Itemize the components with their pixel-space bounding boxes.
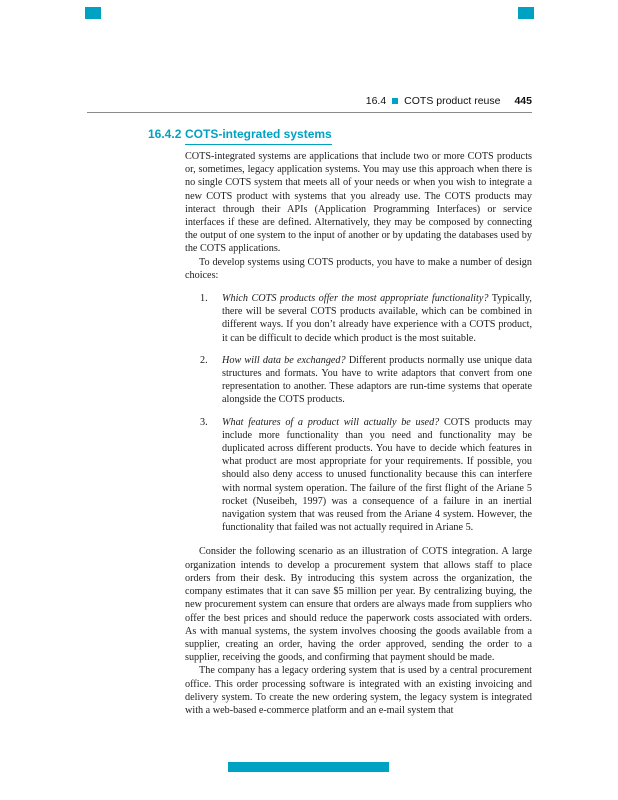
list-item-text bbox=[222, 354, 532, 407]
square-bullet-icon bbox=[392, 98, 398, 104]
section-title: COTS-integrated systems bbox=[185, 127, 332, 145]
list-item-number: 3. bbox=[200, 416, 208, 428]
bottom-bar bbox=[228, 762, 389, 772]
list-item-lead-question: Which COTS products offer the most appropriate functionality? bbox=[222, 293, 489, 305]
list-item-text bbox=[222, 292, 532, 345]
paragraph-design-choices: To develop systems using COTS products, you have to make a number of design choices: bbox=[185, 256, 532, 281]
list-item-text bbox=[222, 416, 532, 535]
header-rule bbox=[87, 112, 532, 113]
list-item-body-text: Typically, there will be several COTS products available, which can be combined in different ways. If you don’t already have experience with a COTS product, it can be difficult to decide which product is the most suitable. bbox=[222, 293, 532, 344]
paragraph-intro: COTS-integrated systems are applications that include two or more COTS products or, sometimes, legacy application systems. You may use this approach when there is no single COTS system that meets all of your needs or when you wish to integrate a new COTS product with systems that you already use. The COTS products may interact through their APIs (Application Programming Interfaces) or service interfaces if these are defined. Alternatively, they may be composed by connecting the output of one system to the input of another or by updating the databases used by the COTS applications. bbox=[185, 151, 532, 255]
list-item-number: 1. bbox=[200, 293, 208, 305]
paragraph-scenario: Consider the following scenario as an illustration of COTS integration. A large organization intends to develop a procurement system that allows staff to place orders from their desk. By introducing this system across the organization, the company estimates that it can save $5 million per year. By centralizing buying, the new procurement system can ensure that orders are always made from suppliers who offer the best prices and should reduce the paperwork costs associated with orders. As with manual systems, the system involves choosing the goods available from a supplier, creating an order, having the order approved, sending the order to a supplier, receiving the goods, and confirming that payment should be made. bbox=[185, 546, 532, 664]
corner-mark-top-right-icon bbox=[518, 7, 534, 19]
header-chapter-title: COTS product reuse bbox=[404, 95, 501, 107]
list-item bbox=[185, 354, 532, 407]
list-item bbox=[185, 292, 532, 345]
list-item-lead-question: What features of a product will actually be used? bbox=[222, 416, 440, 428]
design-choices-list bbox=[185, 292, 532, 534]
list-item-body-text: Different products normally use unique data structures and formats. You have to write adaptors that convert from one representation to another. These adaptors are run-time systems that operate alongside the COTS products. bbox=[222, 354, 532, 406]
section-number: 16.4.2 bbox=[148, 127, 182, 141]
section-heading bbox=[148, 127, 532, 145]
body-column bbox=[185, 150, 532, 717]
list-item-lead-question: How will data be exchanged? bbox=[222, 354, 346, 366]
list-item-number: 2. bbox=[200, 354, 208, 366]
page-number: 445 bbox=[514, 95, 532, 107]
paragraph-legacy-system: The company has a legacy ordering system that is used by a central procurement office. This order processing software is integrated with an existing invoicing and delivery system. To create the new ordering system, the legacy system is integrated with a web-based e-commerce platform and an e-mail system that bbox=[185, 665, 532, 716]
list-item bbox=[185, 416, 532, 535]
corner-mark-top-left-icon bbox=[85, 7, 101, 19]
list-item-body-text: COTS products may include more functionality than you need and functionality may be duplicated across different products. You have to decide which features in what product are most appropriate for your requirements. If possible, you should also deny access to unused functionality because this can interfere with normal system operation. The failure of the first flight of the Ariane 5 rocket (Nuseibeh, 1997) was a consequence of a failure in an inertial navigation system that was reused from the Ariane 4 system. However, the functionality that failed was not actually required in Ariane 5. bbox=[222, 416, 532, 534]
header-section-number: 16.4 bbox=[365, 95, 387, 107]
running-header bbox=[87, 95, 532, 107]
